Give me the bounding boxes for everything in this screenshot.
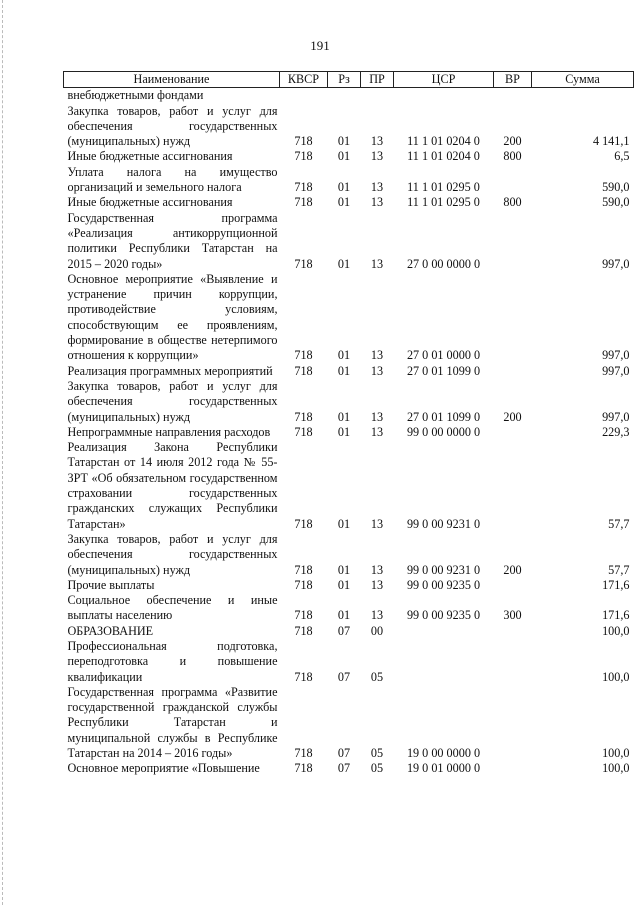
cell-vr <box>494 211 532 272</box>
cell-vr <box>494 639 532 685</box>
cell-rz: 01 <box>337 562 351 577</box>
cell-name: Прочие выплаты <box>67 577 155 592</box>
cell-csr: 27 0 00 0000 0 <box>406 256 481 271</box>
cell-rz: 01 <box>337 577 351 592</box>
cell-kvsr: 718 <box>294 134 313 149</box>
cell-vr: 800 <box>503 195 522 210</box>
cell-kvsr <box>280 88 328 104</box>
cell-pr: 05 <box>370 746 384 761</box>
cell-name: внебюджетными фондами <box>67 88 204 103</box>
table-row <box>64 425 634 440</box>
cell-vr <box>494 440 532 532</box>
cell-name: Закупка товаров, работ и услуг для обеспечения государственных (муниципальных) нужд <box>67 378 278 424</box>
cell-rz: 07 <box>337 669 351 684</box>
cell-name: Закупка товаров, работ и услуг для обеспечения государственных (муниципальных) нужд <box>67 531 278 577</box>
cell-sum: 100,0 <box>602 761 630 776</box>
cell-rz: 01 <box>337 180 351 195</box>
header-csr: ЦСР <box>394 72 494 88</box>
cell-kvsr: 718 <box>294 424 313 439</box>
cell-sum: 997,0 <box>602 256 630 271</box>
cell-vr <box>494 88 532 104</box>
cell-name: Закупка товаров, работ и услуг для обеспечения государственных (муниципальных) нужд <box>67 103 278 149</box>
cell-name: Непрограммные направления расходов <box>67 424 271 439</box>
cell-pr: 13 <box>370 562 384 577</box>
cell-pr: 13 <box>370 424 384 439</box>
cell-rz: 01 <box>337 348 351 363</box>
cell-rz <box>328 88 361 104</box>
cell-csr: 11 1 01 0295 0 <box>407 195 480 210</box>
cell-kvsr: 718 <box>294 577 313 592</box>
cell-kvsr: 718 <box>294 180 313 195</box>
cell-vr <box>494 578 532 593</box>
cell-vr: 800 <box>503 149 522 164</box>
cell-kvsr: 718 <box>294 256 313 271</box>
cell-pr: 00 <box>370 623 384 638</box>
cell-sum: 997,0 <box>602 363 630 378</box>
cell-pr: 13 <box>370 363 384 378</box>
cell-name: Уплата налога на имущество организаций и земельного налога <box>67 164 278 195</box>
table-row <box>64 88 634 104</box>
cell-vr <box>494 272 532 364</box>
cell-sum: 100,0 <box>602 623 630 638</box>
cell-sum: 229,3 <box>602 424 630 439</box>
cell-pr: 13 <box>370 409 384 424</box>
cell-pr: 05 <box>370 761 384 776</box>
cell-sum: 57,7 <box>608 516 630 531</box>
table-row <box>64 685 634 761</box>
cell-pr <box>361 88 394 104</box>
cell-csr: 11 1 01 0204 0 <box>407 134 480 149</box>
cell-csr: 99 0 00 9235 0 <box>406 577 481 592</box>
cell-rz: 01 <box>337 363 351 378</box>
cell-kvsr: 718 <box>294 363 313 378</box>
page-edge-dashed-line <box>2 0 3 905</box>
cell-sum: 6,5 <box>614 149 630 164</box>
cell-kvsr: 718 <box>294 761 313 776</box>
cell-vr <box>494 364 532 379</box>
table-row <box>64 578 634 593</box>
cell-csr: 27 0 01 1099 0 <box>406 409 481 424</box>
cell-rz: 01 <box>337 195 351 210</box>
cell-sum: 100,0 <box>602 746 630 761</box>
table-row <box>64 761 634 776</box>
cell-kvsr: 718 <box>294 746 313 761</box>
cell-name: Реализация Закона Республики Татарстан от 14 июля 2012 года № 55-ЗРТ «Об обязательном государственном страховании государственных гражданских служащих Республики Татарстан» <box>67 440 278 531</box>
cell-csr: 99 0 00 9231 0 <box>406 562 481 577</box>
table-row <box>64 624 634 639</box>
cell-kvsr: 718 <box>294 348 313 363</box>
page-number: 191 <box>310 38 330 53</box>
table-row <box>64 593 634 624</box>
cell-pr: 13 <box>370 180 384 195</box>
cell-kvsr: 718 <box>294 516 313 531</box>
cell-name: Государственная программа «Развитие государственной гражданской службы Республики Татарстан и муниципальной службы в Республике Татарстан на 2014 – 2016 годы» <box>67 684 278 761</box>
cell-vr <box>494 685 532 761</box>
cell-rz: 07 <box>337 746 351 761</box>
table-row <box>64 149 634 164</box>
cell-kvsr: 718 <box>294 669 313 684</box>
cell-sum <box>532 88 634 104</box>
cell-kvsr: 718 <box>294 149 313 164</box>
cell-rz: 01 <box>337 149 351 164</box>
table-row <box>64 379 634 425</box>
cell-name: Реализация программных мероприятий <box>67 363 273 378</box>
budget-table <box>63 71 634 777</box>
cell-pr: 13 <box>370 134 384 149</box>
cell-csr: 11 1 01 0204 0 <box>407 149 480 164</box>
cell-pr: 13 <box>370 348 384 363</box>
table-header-row <box>64 72 634 88</box>
header-rz: Рз <box>328 72 361 88</box>
cell-kvsr: 718 <box>294 562 313 577</box>
header-kvsr: КВСР <box>280 72 328 88</box>
cell-vr: 200 <box>503 562 522 577</box>
header-vr: ВР <box>494 72 532 88</box>
cell-pr: 05 <box>370 669 384 684</box>
cell-vr: 200 <box>503 409 522 424</box>
cell-rz: 01 <box>337 424 351 439</box>
cell-name: Основное мероприятие «Выявление и устранение причин коррупции, противодействие условиям, способствующим ее проявлениям, формирование в обществе нетерпимого отношения к коррупции» <box>67 271 278 363</box>
cell-pr: 13 <box>370 195 384 210</box>
cell-sum: 100,0 <box>602 669 630 684</box>
cell-sum: 997,0 <box>602 348 630 363</box>
cell-kvsr: 718 <box>294 195 313 210</box>
table-row <box>64 532 634 578</box>
cell-kvsr: 718 <box>294 608 313 623</box>
cell-pr: 13 <box>370 608 384 623</box>
cell-name: Профессиональная подготовка, переподготовка и повышение квалификации <box>67 638 278 684</box>
cell-sum: 590,0 <box>602 195 630 210</box>
table-row <box>64 440 634 532</box>
cell-rz: 07 <box>337 761 351 776</box>
cell-csr: 11 1 01 0295 0 <box>407 180 480 195</box>
header-sum: Сумма <box>532 72 634 88</box>
cell-csr <box>394 624 494 639</box>
cell-csr: 99 0 00 9235 0 <box>406 608 481 623</box>
cell-pr: 13 <box>370 577 384 592</box>
cell-kvsr: 718 <box>294 623 313 638</box>
table-row <box>64 165 634 196</box>
cell-rz: 01 <box>337 608 351 623</box>
cell-rz: 01 <box>337 256 351 271</box>
table-row <box>64 639 634 685</box>
cell-kvsr: 718 <box>294 409 313 424</box>
cell-rz: 01 <box>337 134 351 149</box>
cell-sum: 590,0 <box>602 180 630 195</box>
cell-csr: 19 0 01 0000 0 <box>406 761 481 776</box>
table-row <box>64 104 634 150</box>
cell-csr <box>394 88 494 104</box>
cell-csr: 19 0 00 0000 0 <box>406 746 481 761</box>
cell-vr <box>494 165 532 196</box>
cell-sum: 57,7 <box>608 562 630 577</box>
cell-rz: 01 <box>337 409 351 424</box>
cell-name: Государственная программа «Реализация антикоррупционной политики Республики Татарстан на 2015 – 2020 годы» <box>67 210 278 271</box>
header-pr: ПР <box>361 72 394 88</box>
table-row <box>64 195 634 210</box>
cell-csr: 99 0 00 0000 0 <box>406 424 481 439</box>
table-row <box>64 364 634 379</box>
cell-csr: 27 0 01 1099 0 <box>406 363 481 378</box>
cell-rz: 01 <box>337 516 351 531</box>
cell-sum: 171,6 <box>602 608 630 623</box>
cell-name: Социальное обеспечение и иные выплаты населению <box>67 593 278 623</box>
table-row <box>64 211 634 272</box>
cell-rz: 07 <box>337 623 351 638</box>
cell-name: Основное мероприятие «Повышение <box>67 761 260 776</box>
cell-pr: 13 <box>370 516 384 531</box>
cell-pr: 13 <box>370 149 384 164</box>
cell-csr: 99 0 00 9231 0 <box>406 516 481 531</box>
cell-vr: 200 <box>503 134 522 149</box>
cell-csr: 27 0 01 0000 0 <box>406 348 481 363</box>
cell-name: Иные бюджетные ассигнования <box>67 149 233 164</box>
cell-pr: 13 <box>370 256 384 271</box>
cell-sum: 171,6 <box>602 577 630 592</box>
cell-sum: 4 141,1 <box>592 134 630 149</box>
table-row <box>64 272 634 364</box>
cell-vr <box>494 425 532 440</box>
cell-name: Иные бюджетные ассигнования <box>67 195 233 210</box>
cell-csr <box>394 639 494 685</box>
cell-vr <box>494 624 532 639</box>
cell-vr <box>494 761 532 776</box>
cell-vr: 300 <box>503 608 522 623</box>
cell-name: ОБРАЗОВАНИЕ <box>67 623 154 638</box>
header-name: Наименование <box>64 72 280 88</box>
cell-sum: 997,0 <box>602 409 630 424</box>
